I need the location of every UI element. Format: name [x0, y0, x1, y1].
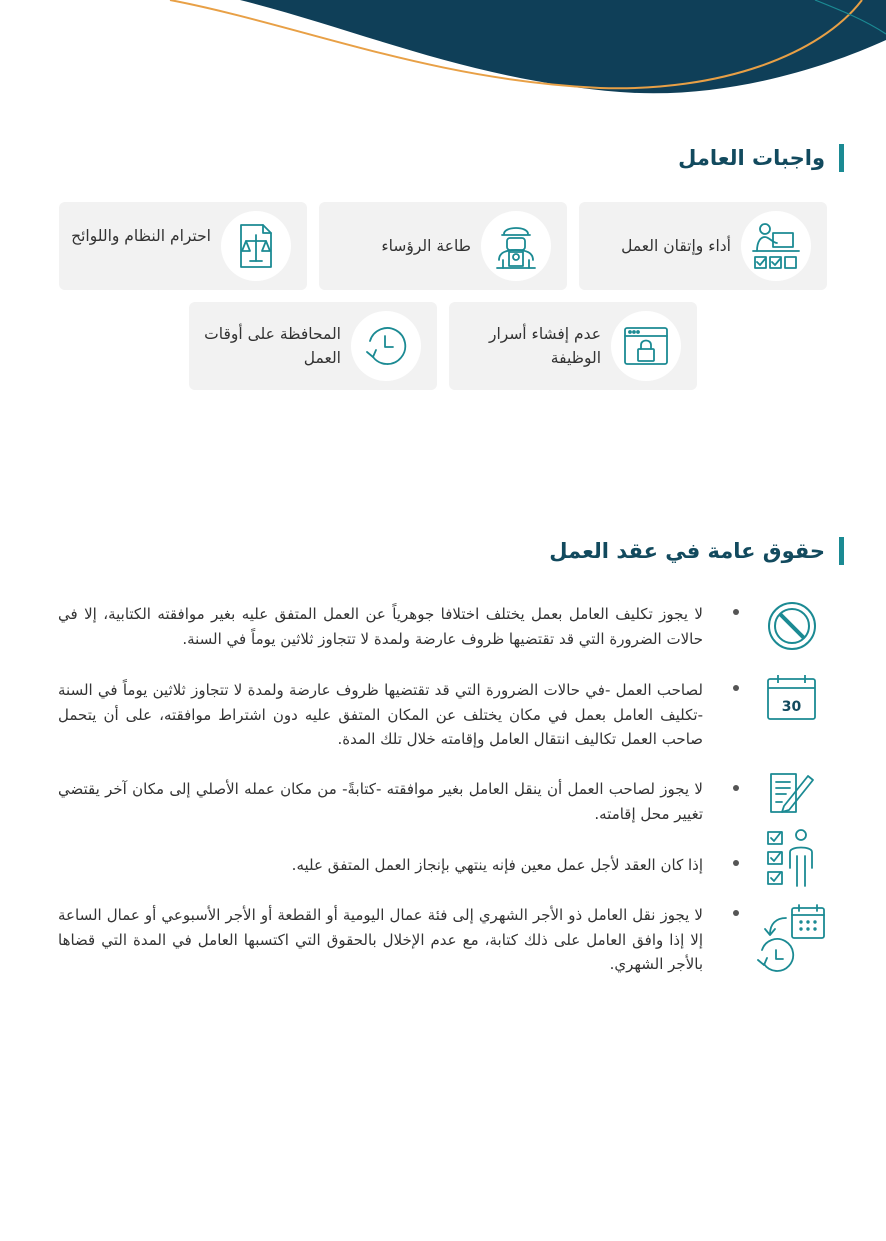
- worker-desk-checklist-icon: [749, 221, 803, 271]
- duty-card-obedience: [319, 202, 567, 290]
- document-scales-icon: [233, 221, 279, 271]
- bullet: [733, 609, 739, 615]
- duty-label: المحافظة على أوقات العمل: [204, 325, 341, 367]
- duty-icon-circle: [481, 211, 551, 281]
- header-wave-decoration: [0, 0, 886, 110]
- locked-browser-icon: [622, 325, 670, 367]
- calendar-30-icon: [766, 674, 818, 722]
- bullet: [733, 860, 739, 866]
- calendar-clock-cycle-icon: [754, 904, 828, 978]
- duty-label: عدم إفشاء أسرار الوظيفة: [488, 325, 601, 367]
- boss-at-podium-icon: [493, 220, 539, 272]
- duty-label: أداء وإتقان العمل: [621, 237, 731, 255]
- right-item: لا يجوز لصاحب العمل أن ينقل العامل بغير موافقته -كتابةً- من مكان عمله الأصلي إلى مكان آخر يقتضي تغيير محل إقامته.: [58, 780, 703, 823]
- duty-icon-circle: [741, 211, 811, 281]
- duty-card-regulations: [59, 202, 307, 290]
- bullet: [733, 785, 739, 791]
- person-checklist-icon: [766, 828, 818, 888]
- calendar-number: 30: [781, 699, 802, 715]
- duties-title: واجبات العامل: [678, 144, 844, 172]
- duty-card-confidentiality: [449, 302, 697, 390]
- right-item: لا يجوز نقل العامل ذو الأجر الشهري إلى فئة عمال اليومية أو القطعة أو الأجر الأسبوعي أو عمال الساعة إلا إذا وافق العامل على ذلك كتابة، مع عدم الإخلال بالحقوق التي اكتسبها العامل في المدة التي قضاها بالأجر الشهري.: [58, 906, 703, 973]
- bullet: [733, 910, 739, 916]
- clock-cycle-icon: [363, 323, 409, 369]
- right-item: لا يجوز تكليف العامل بعمل يختلف اختلافا جوهرياً عن العمل المتفق عليه بغير موافقته الكتابية، إلا في حالات الضرورة التي قد تقتضيها ظروف عارضة ولمدة لا تتجاوز ثلاثين يوماً في السنة.: [58, 605, 703, 648]
- document-pen-icon: [768, 770, 816, 816]
- duty-icon-circle: [221, 211, 291, 281]
- right-item: إذا كان العقد لأجل عمل معين فإنه ينتهي بإنجاز العمل المتفق عليه.: [291, 856, 703, 874]
- rights-title: حقوق عامة في عقد العمل: [549, 537, 844, 565]
- duty-card-work-hours: [189, 302, 437, 390]
- prohibited-icon: [766, 600, 818, 652]
- duty-card-performance: [579, 202, 827, 290]
- bullet: [733, 685, 739, 691]
- duty-icon-circle: [351, 311, 421, 381]
- duty-label: احترام النظام واللوائح: [71, 227, 211, 245]
- duty-label: طاعة الرؤساء: [381, 237, 471, 255]
- duty-icon-circle: [611, 311, 681, 381]
- right-item: لصاحب العمل -في حالات الضرورة التي قد تقتضيها ظروف عارضة ولمدة لا تتجاوز ثلاثين يوماً في السنة -تكليف العامل بعمل في مكان يختلف عن المكان المتفق عليه دون اشتراط موافقته، على أن يتحمل صاحب العمل تكاليف انتقال العامل وإقامته خلال تلك المدة.: [58, 681, 703, 748]
